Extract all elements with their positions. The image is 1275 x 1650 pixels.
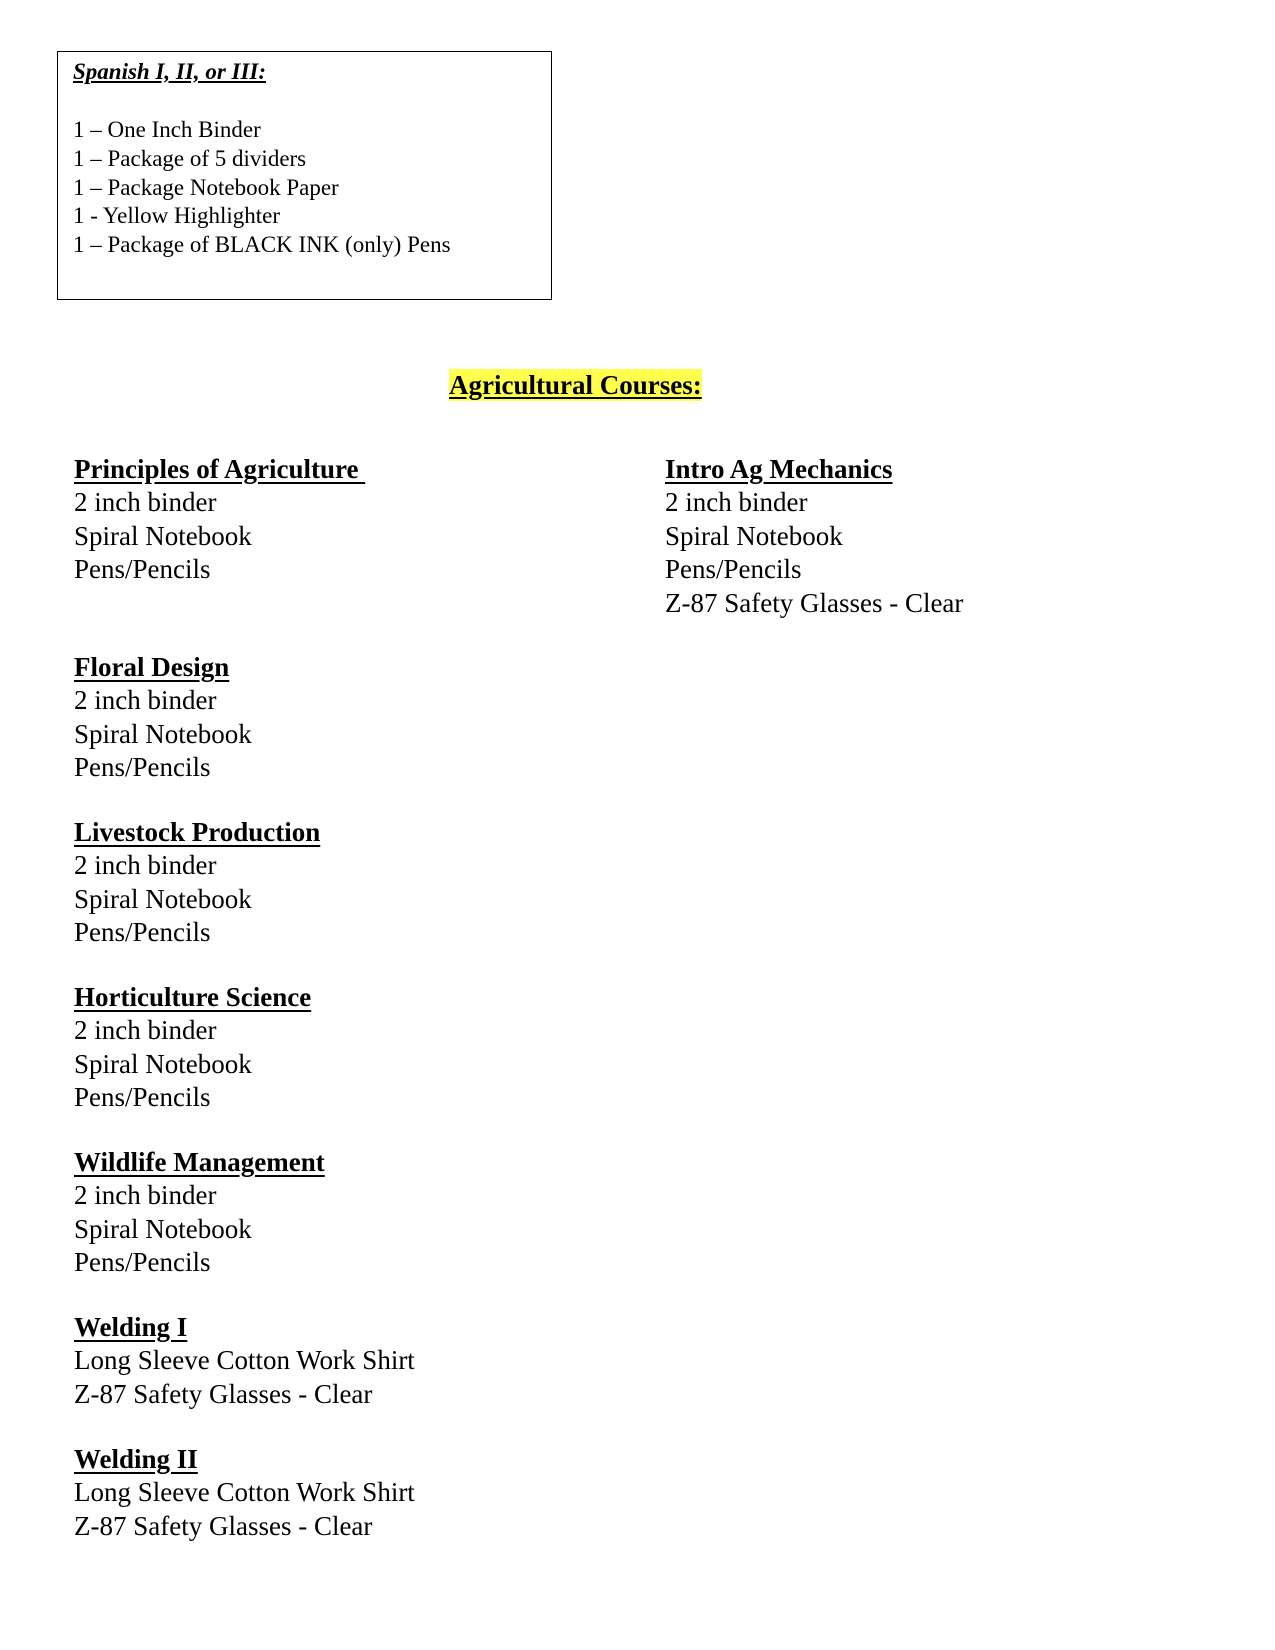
course-supply-list [74, 1014, 594, 1115]
course-supply-item: Spiral Notebook [74, 883, 252, 914]
course-welding-2 [74, 1443, 594, 1543]
spanish-supply-item: 1 - Yellow Highlighter [73, 203, 280, 229]
course-welding-1 [74, 1311, 594, 1411]
course-supply-list [74, 486, 594, 587]
course-title: Welding I [74, 1312, 188, 1342]
spanish-title: Spanish I, II, or III: [73, 59, 267, 84]
course-title: Principles of Agriculture [74, 454, 366, 484]
course-supply-item: Spiral Notebook [74, 718, 252, 749]
course-supply-list [74, 1179, 594, 1280]
course-supply-item: Spiral Notebook [74, 1213, 252, 1244]
course-supply-item: Long Sleeve Cotton Work Shirt [74, 1345, 415, 1375]
course-supply-item: Long Sleeve Cotton Work Shirt [74, 1477, 415, 1507]
course-supply-item: 2 inch binder [74, 850, 217, 880]
course-wildlife-management [74, 1146, 594, 1280]
course-supply-list [74, 849, 594, 950]
course-supply-list [74, 1476, 594, 1543]
course-title: Livestock Production [74, 817, 321, 847]
spanish-supply-list [73, 116, 451, 260]
course-supply-item: Pens/Pencils [74, 1247, 211, 1277]
agricultural-courses-heading: Agricultural Courses: [449, 370, 702, 400]
course-supply-item: Pens/Pencils [74, 917, 211, 947]
spanish-supply-item: 1 – One Inch Binder [73, 117, 261, 142]
course-supply-list [665, 486, 1185, 620]
course-supply-item: 2 inch binder [74, 1015, 217, 1045]
course-supply-item: Z-87 Safety Glasses - Clear [74, 1510, 373, 1541]
course-supply-item: Spiral Notebook [74, 1048, 252, 1079]
spanish-supply-item: 1 – Package of BLACK INK (only) Pens [73, 232, 451, 258]
course-supply-item: 2 inch binder [74, 1180, 217, 1210]
course-supply-item: 2 inch binder [74, 685, 217, 715]
course-supply-item: Z-87 Safety Glasses - Clear [74, 1378, 373, 1409]
spanish-supply-box [57, 51, 552, 300]
course-supply-item: Z-87 Safety Glasses - Clear [665, 587, 964, 618]
course-title: Horticulture Science [74, 982, 312, 1012]
spanish-supply-item: 1 – Package Notebook Paper [73, 174, 339, 200]
course-supply-list [74, 1344, 594, 1411]
course-intro-ag-mechanics [665, 453, 1185, 620]
course-supply-item: Spiral Notebook [665, 520, 843, 551]
course-supply-item: Spiral Notebook [74, 520, 252, 551]
course-livestock-production [74, 816, 594, 950]
course-title: Wildlife Management [74, 1147, 325, 1177]
course-title: Floral Design [74, 652, 230, 682]
course-principles-of-agriculture [74, 453, 594, 587]
course-supply-item: 2 inch binder [74, 487, 217, 517]
course-supply-item: Pens/Pencils [665, 554, 802, 584]
course-supply-list [74, 684, 594, 785]
course-supply-item: Pens/Pencils [74, 752, 211, 782]
course-supply-item: Pens/Pencils [74, 554, 211, 584]
spanish-supply-item: 1 – Package of 5 dividers [73, 145, 307, 171]
course-supply-item: Pens/Pencils [74, 1082, 211, 1112]
course-horticulture-science [74, 981, 594, 1115]
course-supply-item: 2 inch binder [665, 487, 808, 517]
course-title: Intro Ag Mechanics [665, 454, 893, 484]
course-floral-design [74, 651, 594, 785]
course-title: Welding II [74, 1444, 198, 1474]
